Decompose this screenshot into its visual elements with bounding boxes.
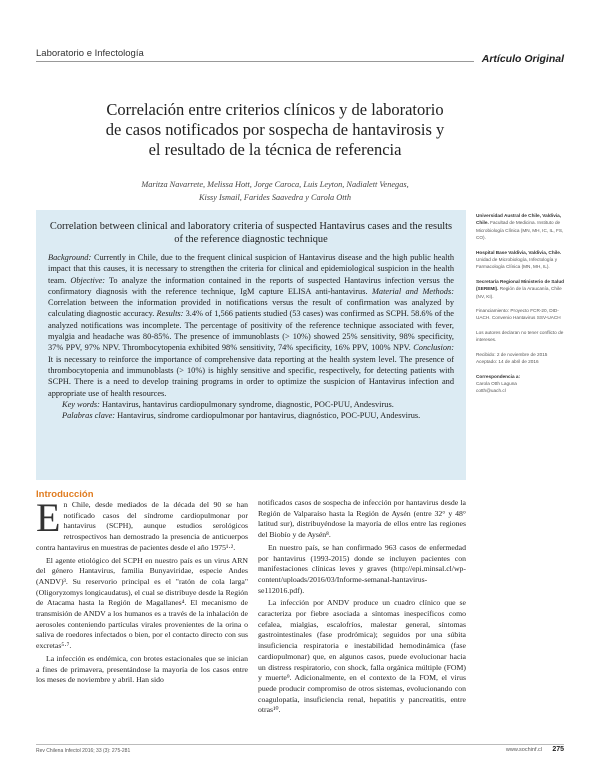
methods-text: Correlation between the information provided in notifications versus the result of confirmation was analyzed by calculating diagnostic accuracy. — [48, 298, 454, 319]
conclusion-label: Conclusion: — [413, 343, 454, 353]
results-label: Results: — [156, 309, 184, 319]
palabras-label: Palabras clave: — [62, 411, 116, 421]
background-text: Currently in Chile, due to the frequent clinical suspicion of Hantavirus disease and the high public health impact that this causes, it is necessary to strengthen the criteria for clinical and epidemiological suspicion in the health team. — [48, 253, 454, 285]
funding-note: Financiamiento: Proyecto FCR-20, DID-UACH. Convenio Hantavirus SSV-UACH — [476, 308, 561, 321]
journal-section: Laboratorio e Infectología — [36, 48, 144, 59]
affiliation-institution: Hospital Base Valdivia, Valdivia, Chile. — [476, 249, 562, 255]
footer-citation: Rev Chilena Infectol 2016; 33 (3): 275-281 — [36, 748, 131, 754]
accepted-date: Aceptado: 14 de abril de 2016 — [476, 359, 539, 365]
background-label: Background: — [48, 253, 92, 262]
affiliation — [476, 278, 571, 300]
affiliation-institution: Secretaría Regional Ministerio de Salud (SEREMI). — [476, 278, 565, 292]
abstract-body — [48, 252, 454, 399]
keywords-text: Hantavirus, hantavirus cardiopulmonary syndrome, diagnostic, POC-PUU, Andesvirus. — [99, 399, 394, 409]
affiliation-detail: Facultad de Medicina. Instituto de Microbiología Clínica (MN, MH, IC, IL, FS, CO). — [476, 220, 564, 241]
paragraph: La infección es endémica, con brotes estacionales que se inician a fines de primavera, presentándose la mayoría de los casos entre los meses de noviembre y abril. Han sido — [36, 653, 248, 685]
paragraph — [36, 495, 248, 554]
footer-website[interactable]: www.sochinf.cl — [505, 747, 542, 753]
correspondence-label: Correspondencia a: — [476, 373, 521, 379]
received-date: Recibido: 2 de noviembre de 2015 — [476, 351, 548, 357]
authors-line: Maritza Navarrete, Melissa Hott, Jorge Caroca, Luis Leyton, Nadialett Venegas, — [141, 180, 409, 189]
correspondence — [476, 373, 571, 395]
title-line: Correlación entre criterios clínicos y de laboratorio — [106, 100, 444, 119]
affiliation-detail: Región de la Araucanía, Chile (NV, KI). — [476, 286, 562, 299]
methods-label: Material and Methods: — [371, 286, 454, 296]
title-line: el resultado de la técnica de referencia — [148, 140, 402, 159]
page-number: 275 — [552, 746, 564, 753]
body-column-right — [258, 498, 466, 718]
objective-text: To analyze the information contained in the reports of suspected Hantavirus infection versus the confirmatory diagnosis with the reference technique, IgM capture ELISA anti-hantavirus. — [48, 275, 454, 296]
title-line: de casos notificados por sospecha de hantavirosis y — [105, 120, 445, 139]
article-type-tag: Artículo Original — [474, 53, 564, 65]
affiliation — [476, 212, 571, 242]
paragraph: La infección por ANDV produce un cuadro clínico que se caracteriza por fiebre asociada a síntomas inespecíficos como cefalea, mialgias, escalofríos, malestar general, síntomas gastrointestinales (fase prodrómica); seguidos por una súbita insuficiencia respiratoria e inestabilidad hemodinámica (fase cardiopulmonar) que, en algunos casos, puede evolucionar hacia un distress respiratorio, con shock, falla orgánica múltiple (FOM) y muerte⁹. Adicionalmente, en el contexto de la FOM, el virus puede producir compromiso de otros sistemas, evolucionando con coagulopatía, insuficiencia renal, hepatitis y pancreatitis, entre otras¹⁰. — [258, 598, 466, 715]
affiliation — [476, 249, 571, 271]
drop-cap: E — [36, 495, 61, 540]
paragraph: En nuestro país, se han confirmado 963 casos de enfermedad por hantavirus (1993-2015) donde se incluyen pacientes con manifestaciones clínicas leves y graves (http://epi.minsal.cl/wp-content/uploads/2016/03/Informe-semanal-hantavirus-se112016.pdf). — [258, 542, 466, 595]
abstract-title: Correlation between clinical and laboratory criteria of suspected Hantavirus cases and the results of the reference diagnostic technique — [49, 221, 453, 245]
paragraph: notificados casos de sospecha de infección por hantavirus desde la Región de Valparaíso hasta la Región de Aysén (entre 32° y 48° latitud sur), distribuyéndose la mayoría de ellos entre las regiones del Biobío y de Aysén⁸. — [258, 498, 466, 540]
results-text: 3.4% of 1,566 patients studied (53 cases) was confirmed as SCPH. 58.6% of the analyzed notifications was incomplete. The percentage of positivity of the reference technique associated with fever, myalgia and headache was 80-85%. The presence of immunoblasts (> 10%) showed 25% sensitivity, 98% specificity, 37% PPV, 97% NPV. Thrombocytopenia exhibited 98% sensitivity, 74% specificity, 16% PPV, 100% NPV. — [48, 309, 454, 353]
article-title — [60, 100, 490, 160]
dates — [476, 351, 571, 366]
correspondence-name: Carola Otth Laguna — [476, 380, 517, 386]
palabras-text: Hantavirus, síndrome cardiopulmonar por hantavirus, diagnóstico, POC-PUU, Andesvirus. — [115, 411, 421, 421]
conflict-note: Los autores declaran no tener conflicto de intereses. — [476, 329, 564, 343]
paragraph-text: n Chile, desde mediados de la década del 90 se han notificado casos del síndrome cardiopulmonar por hantavirus (SCPH), aunque estudios serológicos retrospectivos han demostrado la presencia de anticuerpos contra hantavirus en muestras de pacientes desde el año 1975¹·². — [36, 500, 248, 552]
authors-line: Kissy Ismail, Farides Saavedra y Carola Otth — [198, 193, 352, 202]
correspondence-email[interactable]: cotth@uach.cl — [476, 388, 506, 394]
conclusion-text: It is necessary to reinforce the importance of comprehensive data reporting at the health system level. The presence of thrombocytopenia and immunoblasts (> 10%) is highly sensitive and specific, respectively, for detecting patients with SCPH. There is a need to develop training programs in order to optimize the suspicion of Hantavirus infection and appropriate use of health resources. — [48, 354, 454, 398]
abstract-box — [36, 210, 466, 480]
authors — [110, 178, 440, 204]
objective-label: Objective: — [70, 275, 106, 285]
affiliations-sidebar — [476, 212, 571, 402]
affiliation-detail: Unidad de Microbiología, Infectología y Farmacología Clínica (MN, MH, IL). — [476, 257, 558, 270]
paragraph: El agente etiológico del SCPH en nuestro país es un virus ARN del género Hantavirus, familia Bunyaviridae, especie Andes (ANDV)³. Su reservorio principal es el "ratón de cola larga" (Oligoryzomys longicaudatus), el cual se distribuye desde la Región de Atacama hasta la Región de Magallanes⁴. El mecanismo de transmisión de ANDV a los humanos es a través de la inhalación de aerosoles conteniendo partículas virales provenientes de la orina o saliva de roedores infectados o bien, por el contacto directo con sus excretas⁵·⁷. — [36, 555, 248, 651]
keywords-label: Key words: — [62, 399, 100, 409]
keywords — [48, 399, 454, 410]
body-column-left — [36, 495, 248, 688]
section-heading-introduccion: Introducción — [36, 489, 94, 500]
affiliation-institution: Universidad Austral de Chile, Valdivia, Chile. — [476, 213, 562, 226]
palabras-clave — [48, 410, 454, 421]
footer-rule — [36, 744, 564, 745]
